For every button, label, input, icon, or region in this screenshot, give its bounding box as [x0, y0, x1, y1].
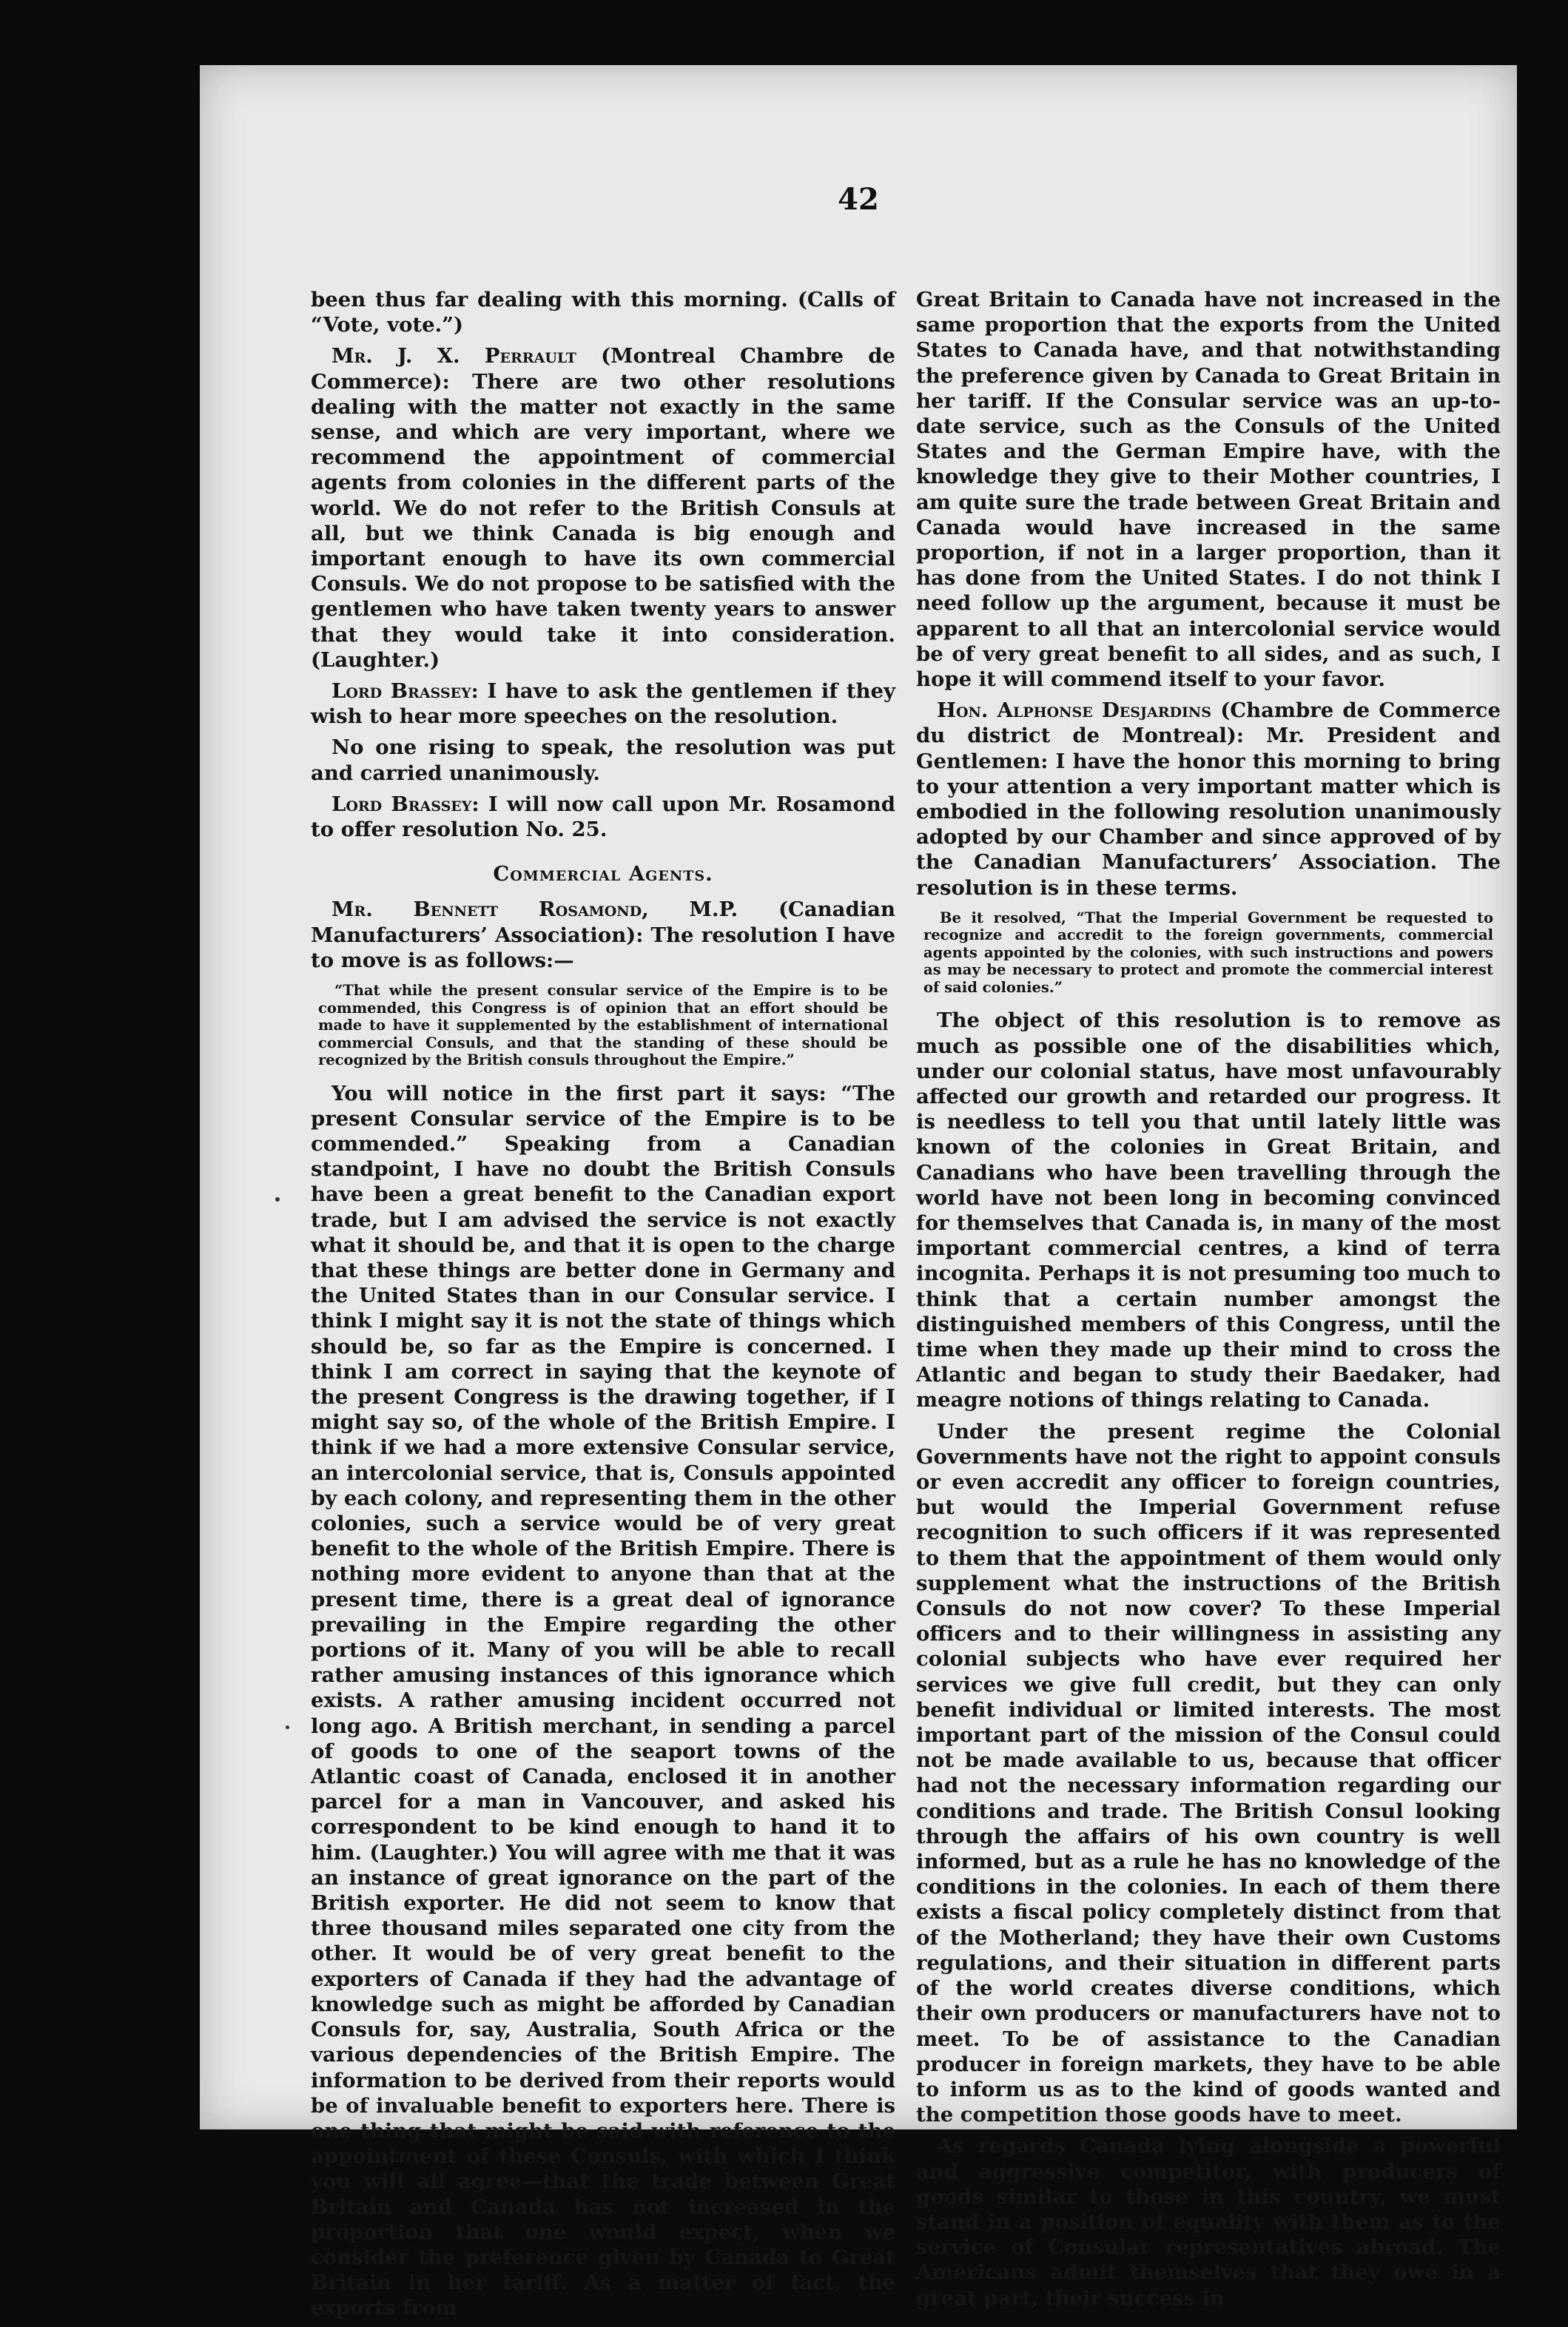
- resolution-quote: Be it resolved, “That the Imperial Government be requested to recognize and accredit to the foreign governments, commercial agents appointed by the colonies, with such instructions and powers as may be necessary to protect and promote the commercial interest of said colonies.”: [923, 909, 1493, 996]
- paragraph: been thus far dealing with this morning. (Calls of “Vote, vote.”): [311, 288, 895, 337]
- paragraph: No one rising to speak, the resolution was put and carried unanimously.: [311, 735, 895, 785]
- speaker-name: Mr. Bennett Rosamond, M.P.: [332, 898, 738, 922]
- speech-text: (Montreal Chambre de Commerce): There are two other resolutions dealing with the matter not exactly in the same sense, and which are very important, where we recommend the appointment of commercial agents from colonies in the different parts of the world. We do not refer to the British Consuls at all, but we think Canada is big enough and important enough to have its own commercial Consuls. We do not propose to be satisfied with the gentlemen who have taken twenty years to answer that they would take it into consideration. (Laughter.): [311, 344, 896, 672]
- speaker-name: Lord Brassey:: [332, 679, 479, 704]
- paragraph: [311, 792, 895, 842]
- right-column: [916, 287, 1501, 2317]
- speech-text: (Chambre de Commerce du district de Montreal): Mr. President and Gentlemen: I have the honor this morning to bring to your attention a very important matter which is embodied in the following resolution unanimously adopted by our Chamber and since approved of by the Canadian Manufacturers’ Association. The resolution is in these terms.: [916, 698, 1501, 900]
- speaker-name: Mr. J. X. Perrault: [332, 344, 576, 368]
- speech-text: (Canadian Manufacturers’ Association): The resolution I have to move is as follows:—: [311, 898, 895, 972]
- scanned-page: [200, 65, 1517, 2320]
- section-heading: Commercial Agents.: [493, 862, 713, 886]
- paragraph: Great Britain to Canada have not increased in the same proportion that the exports from the United States to Canada have, and that notwithstanding the preference given by Canada to Great Britain in her tariff. If the Consular service was an up-to-date service, such as the Consuls of the United States and the German Empire have, with the knowledge they give to their Mother countries, I am quite sure the trade between Great Britain and Canada would have increased in the same proportion, if not in a larger proportion, than it has done from the United States. I do not think I need follow up the argument, because it must be apparent to all that an intercolonial service would be of very great benefit to all sides, and as such, I hope it will commend itself to your favor.: [916, 288, 1501, 692]
- speaker-name: Lord Brassey:: [332, 792, 480, 816]
- paragraph: Under the present regime the Colonial Governments have not the right to appoint consuls or even accredit any officer to foreign countries, but would the Imperial Government refuse recognition to such officers if it was represented to them that the appointment of them would only supplement what the instructions of the British Consuls do not now cover? To these Imperial officers and to their willingness in assisting any colonial subjects who have ever required her services we give full credit, but they can only benefit individual or limited interests. The most important part of the mission of the Consul could not be made available to us, because that officer had not the necessary information regarding our conditions and trade. The British Consul looking through the affairs of his own country is well informed, but as a rule he has no knowledge of the conditions in the colonies. In each of them there exists a fiscal policy completely distinct from that of the Motherland; they have their own Customs regulations, and their situation in different parts of the world creates diverse conditions, which their own producers or manufacturers have not to meet. To be of assistance to the Canadian producer in foreign markets, they have to be able to inform us as to the kind of goods wanted and the competition those goods have to meet.: [916, 1419, 1501, 2127]
- paragraph: As regards Canada lying alongside a powerful and aggressive competitor, with producers of goods similar to those in this country, we must stand in a position of equality with them as to the service of Consular representatives abroad. The Americans admit themselves that they owe in a great part, their success in: [916, 2134, 1501, 2310]
- paragraph: [311, 343, 895, 673]
- speech-text: I have to ask the gentlemen if they wish to hear more speeches on the resolution.: [311, 679, 896, 729]
- resolution-quote: “That while the present consular service of the Empire is to be commended, this Congress is of opinion that an effort should be made to have it supplemented by the establishment of international commercial Consuls, and that the standing of these should be recognized by the British consuls throughout the Empire.”: [318, 982, 888, 1069]
- paragraph: [311, 678, 895, 729]
- scan-speck: [286, 1725, 289, 1729]
- paragraph: The object of this resolution is to remove as much as possible one of the disabilities which, under our colonial status, have most unfavourably affected our growth and retarded our progress. It is needless to tell you that until lately little was known of the colonies in Great Britain, and Canadians who have been travelling through the world have not been long in becoming convinced for themselves that Canada is, in many of the most important commercial centres, a kind of terra incognita. Perhaps it is not presuming too much to think that a certain number amongst the distinguished members of this Congress, until the time when they made up their mind to cross the Atlantic and began to study their Baedaker, had meagre notions of things relating to Canada.: [916, 1008, 1501, 1412]
- paragraph: [916, 698, 1501, 900]
- paragraph: You will notice in the first part it says: “The present Consular service of the Empire is to be commended.” Speaking from a Canadian standpoint, I have no doubt the British Consuls have been a great benefit to the Canadian export trade, but I am advised the service is not exactly what it should be, and that it is open to the charge that these things are better done in Germany and the United States than in our Consular service. I think I might say it is not the state of things which should be, so far as the Empire is concerned. I think I am correct in saying that the keynote of the present Congress is the drawing together, if I might say so, of the whole of the British Empire. I think if we had a more extensive Consular service, an intercolonial service, that is, Consuls appointed by each colony, and representing them in the other colonies, such a service would be of very great benefit to the whole of the British Empire. There is nothing more evident to anyone than that at the present time, there is a great deal of ignorance prevailing in the Empire regarding the other portions of it. Many of you will be able to recall rather amusing instances of this ignorance which exists. A rather amusing incident occurred not long ago. A British merchant, in sending a parcel of goods to one of the seaport towns of the Atlantic coast of Canada, enclosed it in another parcel for a man in Vancouver, and asked his correspondent to be kind enough to hand it to him. (Laughter.) You will agree with me that it was an instance of great ignorance on the part of the British exporter. He did not seem to know that three thousand miles separated one city from the other. It would be of very great benefit to the exporters of Canada if they had the advantage of knowledge such as might be afforded by Canadian Consuls for, say, Australia, South Africa or the various dependencies of the British Empire. The information to be derived from their reports would be of invaluable benefit to exporters here. There is one thing that might be said with reference to the appointment of these Consuls, with which I think you will all agree—that the trade between Great Britain and Canada has not increased in the proportion that one would expect, when we consider the preference given by Canada to Great Britain in her tariff. As a matter of fact, the exports from: [311, 1081, 895, 2320]
- speech-text: I will now call upon Mr. Rosamond to offer resolution No. 25.: [311, 792, 895, 842]
- scan-speck: [275, 1197, 280, 1202]
- left-column: [311, 287, 895, 2327]
- speaker-name: Hon. Alphonse Desjardins: [937, 698, 1211, 723]
- paragraph: [311, 897, 895, 973]
- page-number: 42: [838, 182, 879, 217]
